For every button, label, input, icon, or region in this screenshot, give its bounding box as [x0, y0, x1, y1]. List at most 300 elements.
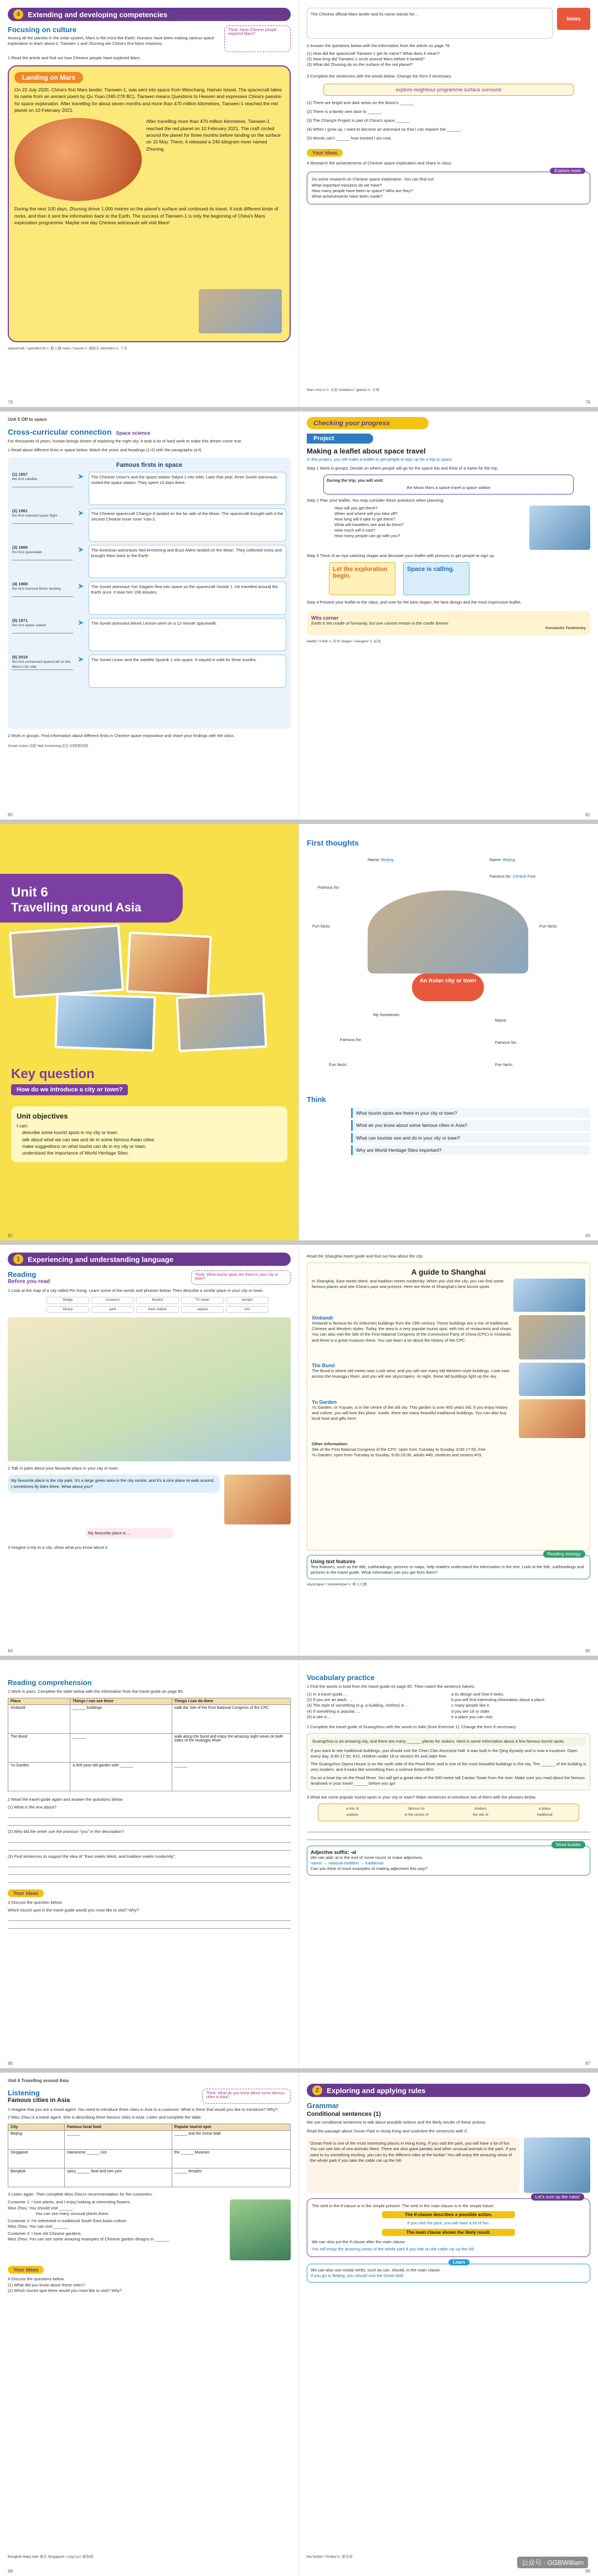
step-3: Step 3 Think of an eye-catching slogan and decorate your leaflet with pictures to get people to sign up. — [307, 553, 496, 558]
strategy-tag: Reading strategy — [543, 1550, 585, 1558]
speech-bubble-1: My favourite place is the city park. It's a large green area in the city centre, and it's a nice place to walk around. I sometimes fly kites there. What about you? — [8, 1475, 220, 1493]
first-item — [12, 618, 286, 651]
trip-label: During the trip, you will visit: — [327, 478, 384, 483]
th-city: City — [8, 2124, 65, 2131]
task-1: 1 Look at the map of a city called Pin Kong. Learn some of the words and phrases below. Then describe a similar place in your city or town. — [8, 1288, 264, 1293]
page-85 — [299, 1245, 598, 1656]
vocab-word: tram station — [136, 1306, 179, 1313]
page-number: 86 — [8, 2061, 13, 2066]
strategy-text: Text features, such as the title, subheadings, pictures or maps, help readers understand the information in the text. Look at the title, subheadings and pictures in the travel guide. What information can you get from them? — [311, 1564, 584, 1575]
sentence-4: (4) When I grow up, I want to become an astronaut so that I can explore the ______. — [307, 127, 462, 132]
customer-1: Customer 1: I love plants, and I enjoy looking at interesting flowers. — [8, 2199, 131, 2205]
word-bank: explore neighbour programme surface surround — [323, 84, 574, 96]
answer-lines[interactable] — [8, 1859, 291, 1883]
answer-lines[interactable] — [8, 1810, 291, 1826]
mars-image — [14, 118, 142, 201]
guide-intro: In Shanghai, East meets West, and tradition meets modernity. When you visit the city, you can find some famous places and see China's past and present. Here are three of Shanghai's best tourist spots. — [312, 1279, 504, 1290]
task-3: 3 Listen again. Then complete Miss Zhou's recommendation for the customers. — [8, 2192, 153, 2197]
page-number: 87 — [585, 2061, 590, 2066]
task-2: 2 Work in groups. Find information about different firsts in Chinese space exploration and share your findings with the class. — [8, 733, 235, 739]
astronaut-image — [529, 506, 590, 550]
step-1: Step 1 Work in groups. Decide on where people will go for the space trip and think of a name for the trip. — [307, 466, 498, 471]
task-1: Read the passage about Ocean Park in Hong Kong and underline the sentences with if. — [307, 2129, 468, 2134]
page-83 — [299, 824, 598, 1240]
vocab-heading: Vocabulary practice — [307, 1673, 375, 1682]
question-2: (2) How long did Tianwen-1 circle around Mars before it landed? — [307, 56, 425, 62]
value: Central Park — [513, 874, 536, 879]
wb-question: Can you think of more examples of making adjectives this way? — [311, 1866, 427, 1871]
objectives — [11, 1106, 287, 1162]
cell[interactable]: a 400-year-old garden with ______ — [70, 1763, 172, 1791]
slogan-2: Space is calling. — [403, 562, 470, 595]
listening-sub: Famous cities in Asia — [8, 2097, 70, 2104]
key-question-text: How do we introduce a city or town? — [11, 1084, 128, 1095]
th-place: Place — [8, 1698, 70, 1705]
page-78 — [0, 0, 299, 407]
objectives-label: Unit objectives — [17, 1112, 68, 1120]
xintiandi-heading: Xintiandi — [312, 1315, 333, 1321]
unit-tag: Unit 6 Travelling around Asia — [8, 2078, 69, 2083]
unit-tag: Unit 5 Off to space — [8, 417, 47, 422]
famous-for-4: Famous for: — [495, 1040, 518, 1045]
match-a: a its design and how it looks. — [451, 1692, 504, 1697]
vocab-notes: the funfair /ˈfʌnfeə/ n. 游乐场 — [307, 2554, 353, 2559]
year: (1) 1957 — [12, 472, 28, 477]
arrow-icon: ➤ — [78, 655, 84, 664]
phrase: explore — [346, 1813, 359, 1817]
task-3: 3 Discuss the question below. — [8, 1899, 63, 1905]
ocean-park-passage: Ocean Park is one of the most interesting places in Hong Kong. If you visit the park, you will have a lot of fun. You can see lots of sea animals there. There are also giant pandas and other unusual animals in the park. If you want to try something exciting, you can try the different rides at the funfair! You will enjoy the amazing views of the whole park if you take the cable car up the hill. — [307, 2137, 519, 2193]
arrow-icon: ➤ — [78, 472, 84, 481]
key-question-box — [11, 1067, 287, 1095]
customer-3: Customer 3: I love old Chinese gardens. — [8, 2231, 82, 2236]
page-86 — [0, 1660, 299, 2068]
bund-image — [519, 1363, 585, 1396]
mindmap — [307, 852, 590, 1084]
table-row — [8, 2131, 291, 2150]
guangzhou-guide — [307, 1733, 590, 1790]
year-box — [12, 618, 73, 633]
rule-1: The verb in the if-clause is in the simple present. The verb in the main clause is in the simple future. — [312, 2203, 495, 2209]
yu-garden-heading: Yu Garden — [312, 1399, 337, 1405]
photo-4 — [176, 992, 267, 1052]
year: (5) 1971 — [12, 618, 28, 624]
match-2: (2) If you are an adult, ... — [307, 1697, 352, 1703]
th-see: Things I can see there — [70, 1698, 172, 1705]
center-bubble: An Asian city or town — [412, 973, 484, 1001]
question-4: Which tourist spot in the travel guide would you most like to visit? Why? — [8, 1907, 140, 1913]
ccc-subject: Space science — [116, 430, 151, 436]
section-number: 1 — [13, 1254, 23, 1264]
speech-bubble-2: My favourite place is ... — [85, 1528, 174, 1538]
rule-2: We can also put the if-clause after the main clause. — [312, 2239, 406, 2244]
cell: The Bund — [8, 1734, 70, 1763]
objective-item: make suggestions on what tourist can do in my city or town. — [22, 1143, 147, 1149]
task-2: 2 Answer the questions below with the information from the article on page 78. — [307, 43, 451, 48]
th-food: Famous local food — [65, 2124, 172, 2131]
cell: Yu Garden — [8, 1763, 70, 1791]
description: The Soviet astronaut Yuri Gagarin flew into space on the spacecraft Vostok 1. He travelled around the Earth once. It took him 108 minutes. — [89, 581, 286, 615]
gz-para-2: If you want to see traditional buildings, you should visit the Chen Clan Ancestral Hall. It was built in the Qing dynasty and is now a museum. Open every day, 8:30-17:30, ¥10, children under 18 or seniors 65 and older free. — [311, 1748, 578, 1759]
cell[interactable]: ______ temples — [172, 2168, 290, 2187]
description: The Chinese spacecraft Chang'e-4 landed on the far side of the Moon. The spacecraft brought with it the second Chinese lunar rover Yutu-2. — [89, 508, 286, 542]
arrow-icon: ➤ — [78, 508, 84, 518]
zhou-1: Miss Zhou: You should visit ______. — [8, 2205, 74, 2211]
label: the first manned Moon landing — [12, 587, 73, 597]
phrase-grid — [318, 1804, 579, 1821]
vocab-word: park — [91, 1306, 134, 1313]
gz-para-4: Go on a boat trip on the Pearl River. You will get a great view of the 600-metre tall Canton Tower from the river. Make sure you read about the famous landmark in your travel ______ before you go! — [311, 1775, 585, 1786]
match-1: (1) In a travel guide, ... — [307, 1692, 349, 1697]
fun-facts-4: Fun facts: — [495, 1062, 513, 1067]
xintiandi-image — [519, 1315, 585, 1359]
fun-facts-1: Fun facts: — [312, 924, 331, 929]
first-item — [12, 655, 286, 688]
rule-1b: The main clause shows the likely result. — [382, 2229, 515, 2236]
page-88 — [0, 2073, 299, 2576]
value: Beijing — [381, 857, 394, 862]
vocab-word: temple — [226, 1297, 269, 1304]
separator — [0, 2068, 598, 2073]
word-grid — [47, 1297, 269, 1313]
sentence-1: (1) There are bright and dark areas on the Moon's ______. — [307, 100, 415, 105]
phrase: the site of — [472, 1813, 488, 1817]
bund-text: The Bund is where old meets new. Look west, and you will see many old Western-style buildings. Look east across the Huangpu River, and you will see skyscrapers. At night, these tall buildings light up the sky. — [312, 1368, 509, 1379]
trip-box — [323, 475, 574, 494]
page-number: 79 — [585, 400, 590, 405]
explore-more-box — [307, 168, 590, 204]
step-2: Step 2 Plan your leaflet. You may consider these questions when planning: — [307, 497, 445, 503]
first-item — [12, 472, 286, 505]
article-para-3: During the next 100 days, Zhurong drove 1,000 metres on the planet's surface and continued its travel. It took different kinds of rocks, and then it sent the information back to the Earth. The success of Tianwen-1 is only the beginning of China's Mars exploration programme. Maybe one day Chinese astronauts will visit Mars! — [14, 206, 279, 225]
unit-number: Unit 6 — [11, 885, 48, 900]
think-list — [351, 1108, 590, 1155]
section-number: 4 — [13, 9, 23, 19]
phrase: a place — [539, 1806, 551, 1811]
strategy-box — [307, 1552, 590, 1579]
rules-tag: Let's sum up the rules! — [531, 2193, 584, 2201]
first-thoughts-heading: First thoughts — [307, 838, 359, 847]
other-info-1: Site of the First National Congress of the CPC: open from Tuesday to Sunday, 9:00-17:00, free. — [312, 1447, 487, 1452]
guide-card — [307, 1263, 590, 1550]
photo-3 — [54, 993, 156, 1052]
task-4: 4 Research the achievements of Chinese space exploration and share in class. — [307, 161, 452, 166]
think-box: Think: What do you know about some famous cities in Asia? — [202, 2089, 291, 2104]
task-4: 4 Discuss the questions below. — [8, 2276, 65, 2282]
answer-lines[interactable] — [8, 1835, 291, 1851]
section-bar — [8, 1253, 291, 1266]
year-box — [12, 581, 73, 597]
quote-text: Earth is the cradle of humanity, but one cannot remain in the cradle forever. — [311, 620, 450, 626]
step-4: Step 4 Present your leaflet to the class, and vote for the best slogan, the best design and the most impressive leaflet. — [307, 599, 522, 605]
page-number: 83 — [585, 1233, 590, 1238]
project-heading: Project — [307, 434, 373, 444]
example-2: You will enjoy the amazing views of the whole park if you ride on the cable car up the hill. — [312, 2246, 475, 2252]
cell[interactable]: ______ buildings — [70, 1705, 172, 1734]
comprehension-heading: Reading comprehension — [8, 1678, 92, 1687]
task-1: 1 Imagine that you are a travel agent. You need to introduce three cities in Asia to a customer. What is there that would you like to introduce? Why? — [8, 2107, 278, 2112]
sentence-3: (3) The Chang'e Project is part of China's space ______. — [307, 117, 411, 123]
cell[interactable]: ______ — [172, 1763, 290, 1791]
phrase: in the centre of — [404, 1813, 429, 1817]
cell[interactable]: ______ — [65, 2131, 172, 2150]
shanghai-skyline-image — [513, 1279, 585, 1312]
first-item — [12, 581, 286, 615]
notes-tag: Notes — [557, 8, 590, 30]
other-info-2: Yu Garden: open from Tuesday to Sunday, 9:00-16:30, adults ¥40, students and seniors ¥15. — [312, 1452, 483, 1458]
plan-question: How long will it take to get there? — [334, 516, 396, 522]
customer-2: Customer 2: I'm interested in traditional South East Asian culture. — [8, 2218, 128, 2223]
plan-question: When and where will you take off? — [334, 511, 398, 516]
match-c: c many people like it. — [451, 1703, 491, 1708]
city-map — [8, 1317, 291, 1461]
watermark: 公众号 · GGBWilliam — [517, 2557, 588, 2568]
section-bar — [307, 2084, 590, 2097]
question-intro: The Chinese official Mars lander and its name stands for... — [307, 8, 553, 39]
rover-image — [199, 289, 282, 333]
year: (4) 1969 — [12, 581, 28, 587]
objective-item: understand the importance of World Heritage Sites. — [22, 1150, 130, 1156]
article-para-1: On 23 July 2020, China's first Mars lander, Tianwen-1, was sent into space from Wenchang, Hainan Island. The spacecraft takes its name from an ancient poem by Qu Yuan (340-278 BC). Tianwen means Questions to Heaven and expresses China's passion for space exploration. After travelling for about seven months and more than 470 million kilometres, Tianwen-1 reached the red planet on 10 February 2021. — [14, 87, 282, 114]
word-builder-box — [307, 1842, 590, 1876]
photo-2 — [126, 931, 212, 997]
cell[interactable]: spicy ______ food and tom yum — [65, 2168, 172, 2187]
vocab-word: zoo — [226, 1306, 269, 1313]
separator — [0, 407, 598, 411]
your-ideas-tag: Your ideas — [8, 1889, 44, 1897]
cell[interactable]: Hainanese ______ rice — [65, 2150, 172, 2168]
vocab-notes: leaflet /ˈliːflət/ n. 传单 slogan /ˈsləʊɡən/ n. 标语 — [307, 640, 381, 644]
page-number: 78 — [8, 400, 13, 405]
comprehension-table — [8, 1698, 291, 1791]
spread-4 — [0, 1245, 598, 1656]
firsts-panel — [8, 457, 291, 729]
vocab-word: museum — [91, 1297, 134, 1304]
page-79 — [299, 0, 598, 407]
task-1: 1 Find the words in bold from the travel guide on page 85. Then match the sentence halves. — [307, 1684, 476, 1689]
separator — [0, 1656, 598, 1660]
question-3: (3) What did Zhurong do on the surface of the red planet? — [307, 62, 413, 68]
match-4: (4) If something is popular, ... — [307, 1708, 360, 1714]
task-2: 2 Complete the travel guide of Guangzhou with the words in italic (from Exercise 1). Change the form if necessary. — [307, 1724, 517, 1729]
section-title: Experiencing and understanding language — [28, 1255, 174, 1264]
can-label: I can: — [17, 1123, 28, 1129]
focus-heading: Focusing on culture — [8, 25, 77, 34]
cell[interactable]: ______ and the Great Wall — [172, 2131, 290, 2150]
bund-heading: The Bund — [312, 1363, 335, 1369]
your-ideas-tag: Your ideas — [8, 2266, 44, 2274]
listening-heading: Listening — [8, 2089, 40, 2097]
answer-lines[interactable] — [8, 1913, 291, 1929]
table-row — [8, 2168, 291, 2187]
article-title: Landing on Mars — [14, 72, 83, 83]
guide-title: A guide to Shanghai — [411, 1268, 486, 1277]
wb-title: Adjective suffix: -al — [311, 1849, 357, 1855]
unit-name: Travelling around Asia — [11, 900, 142, 914]
separator — [0, 1240, 598, 1245]
landmarks-image — [368, 890, 528, 973]
question-2: (2) Why did the writer use the pronoun "you" in the description? — [8, 1829, 125, 1835]
slogan-1: Let the exploration begin. — [329, 562, 395, 595]
students-image — [224, 1475, 291, 1524]
think-box: Think: Have Chinese people explored Mars? — [224, 25, 291, 52]
match-3: (3) The style of something (e.g. a building, clothes) is ... — [307, 1703, 409, 1708]
vocab-notes: Bangkok /bæŋˈkɒk/ 曼谷 Singapore /ˌsɪŋəˈpɔː/ 新加坡 — [8, 2554, 94, 2559]
project-subtitle: Making a leaflet about space travel — [307, 447, 426, 455]
other-info-label: Other information: — [312, 1441, 348, 1447]
city-table — [8, 2124, 291, 2187]
arrow-icon: ➤ — [78, 581, 84, 591]
vocab-word: theatre — [136, 1297, 179, 1304]
article-card — [8, 65, 291, 342]
label: the first space station — [12, 624, 73, 633]
task-1: 1 Read the article and find out how Chinese people have explored Mars. — [8, 55, 141, 60]
think-question: What tourist spots are there in your city or town? — [351, 1108, 590, 1118]
explore-more-tag: Explore more — [550, 168, 585, 174]
learn-box — [307, 2259, 590, 2283]
zhou-1b: You can see many unusual plants there. — [35, 2211, 110, 2216]
cell[interactable]: the ______ Museum — [172, 2150, 290, 2168]
separator — [0, 820, 598, 824]
year: (2) 1961 — [12, 508, 28, 514]
cell: Bangkok — [8, 2168, 65, 2187]
trip-options: the Moon Mars a space travel a space station — [406, 485, 491, 491]
quote-title: Wits corner — [311, 615, 339, 621]
rules-box — [307, 2194, 590, 2257]
learn-tag: Learn — [448, 2259, 470, 2265]
cell: walk along the bund and enjoy the amazing night views on both sides of the Huangpu River — [172, 1734, 290, 1763]
guide-label: Read the Shanghai travel guide and find out how about the city. — [307, 1254, 424, 1259]
phrase: modern — [474, 1806, 487, 1811]
think-question: What can tourists see and do in your city or town? — [351, 1133, 590, 1143]
task-3: 3 What are some popular tourist spots in your city or town? Make sentences to introduce two of them with the phrases below. — [307, 1794, 537, 1800]
your-ideas-tag: Your ideas — [307, 149, 343, 157]
page-number: 81 — [585, 812, 590, 817]
vocab-word: square — [181, 1306, 224, 1313]
section-bar — [8, 8, 291, 21]
plan-question: How will you get there? — [334, 505, 378, 511]
page-number: 84 — [8, 1648, 13, 1653]
match-b: b you will find interesting information about a place. — [451, 1697, 546, 1703]
task-2: 2 Read the travel guide again and answer the questions below. — [8, 1797, 123, 1802]
yu-garden-image — [519, 1399, 585, 1438]
zhou-2: Miss Zhou: You can visit ______. — [8, 2223, 69, 2229]
quote-box — [307, 611, 590, 636]
name-field-2 — [489, 857, 515, 863]
question-1: (1) What is the text about? — [8, 1805, 56, 1810]
arrow-icon: ➤ — [78, 545, 84, 554]
learn-example: If you go to Beijing, you should visit the Great Wall. — [311, 2273, 404, 2278]
first-item — [12, 508, 286, 542]
phrase: a mix of — [346, 1806, 359, 1811]
vocab-notes: Mars /mɑːz/ n. 火星 Goddess /ˈɡɒdəs/ n. 女神 — [307, 388, 380, 392]
page-82 — [0, 824, 299, 1240]
label: Famous for: — [489, 874, 512, 879]
reading-heading: Reading — [8, 1270, 37, 1279]
section-number: 2 — [312, 2085, 322, 2095]
cell[interactable]: ______ — [70, 1734, 172, 1763]
page-number: 82 — [8, 1233, 13, 1238]
cell: walk the Site of the First National Congress of the CPC — [172, 1705, 290, 1734]
question-3: (3) Find sentences to support the idea of "East meets West, and tradition meets modernity". — [8, 1853, 176, 1859]
think-question: What do you know about some famous cities in Asia? — [351, 1120, 590, 1130]
firsts-title: Famous firsts in space — [116, 462, 183, 469]
sentence-5: (5) Words can't ______ how excited I am now. — [307, 136, 392, 141]
value: Beijing — [503, 857, 515, 862]
article-para-2: After travelling more than 470 million kilometres, Tianwen-1 reached the red planet on 10 February 2021. The craft circled around the planet for three months before landing on the surface on 15 May. There, it released a 240-kilogram rover named Zhurong. — [146, 119, 281, 152]
page-87 — [299, 1660, 598, 2068]
label: Name: — [368, 857, 380, 862]
fun-facts-3: Fun facts: — [329, 1062, 347, 1067]
phrase: traditional — [537, 1813, 553, 1817]
photo-1 — [9, 924, 124, 998]
ccc-intro: For thousands of years, human beings dream of exploring the night sky. It took a lot of hard work to make this dream come true. — [8, 439, 243, 444]
objectives-list — [17, 1129, 282, 1156]
label: Name: — [489, 857, 502, 862]
vocab-notes: skyscraper /ˈskaɪskreɪpə/ n. 摩天大楼 — [307, 1583, 367, 1587]
description: The Soviet Union sent the satellite Sputnik 1 into space. It stayed in orbit for three months. — [89, 655, 286, 688]
cell: Singapore — [8, 2150, 65, 2168]
sentence-2: (2) There is a family next door to ______. — [307, 109, 383, 114]
section-title: Extending and developing competencies — [28, 10, 168, 19]
cell: Beijing — [8, 2131, 65, 2150]
plan-questions — [307, 506, 525, 550]
year: (3) 1969 — [12, 545, 28, 550]
description: The American astronauts Neil Armstrong and Buzz Aldrin landed on the Moon. They collected rocks and brought them back to the Earth. — [89, 545, 286, 578]
match-e: e a place you can visit. — [451, 1714, 493, 1719]
grammar-heading: Grammar — [307, 2101, 339, 2110]
label: the first spacewalk — [12, 550, 73, 560]
table-row — [8, 2150, 291, 2168]
think-heading: Think — [307, 1095, 326, 1104]
think-question: Why are World Heritage Sites important? — [351, 1145, 590, 1155]
vocab-word: TV tower — [181, 1297, 224, 1304]
year-box — [12, 655, 73, 670]
answer-lines[interactable] — [307, 1825, 590, 1840]
page-89 — [299, 2073, 598, 2576]
page-number: 85 — [585, 1648, 590, 1653]
word-builder-tag: Word builder — [551, 1841, 585, 1848]
strategy-title: Using text features — [311, 1559, 356, 1565]
year-box — [12, 545, 73, 560]
zhou-3: Miss Zhou: You can see some amazing examples of Chinese garden designs in ______. — [8, 2237, 171, 2242]
progress-banner: Checking your progress — [307, 417, 429, 429]
collage — [11, 928, 287, 1055]
arrow-icon: ➤ — [78, 618, 84, 627]
vocab-notes: spacecraft /ˈspeɪskrɑːft/ n. 航天器 rover /ˈrəʊvə/ n. 漫游车 kilometre n. 千米 — [8, 347, 127, 351]
discuss-q2: (2) Which tourist spot there would you most like to visit? Why? — [8, 2288, 122, 2293]
year-box — [12, 508, 73, 524]
task-2: 2 Talk in pairs about your favourite place in your city or town. — [8, 1466, 119, 1471]
wb-text: We can add -al to the end of some nouns to make adjectives. — [311, 1854, 424, 1860]
focus-intro: Among all the planets in the solar system, Mars is the most like Earth. Humans have been making various space exploration to learn about it. Tianwen-1 and Zhurong are China's first Mars missions. — [8, 35, 215, 47]
match-d: d you are 18 or older. — [451, 1708, 491, 1714]
label: the first manned space flight — [12, 514, 73, 524]
task-1: 1 Work in pairs. Complete the table below with the information from the travel guide on page 85. — [8, 1689, 184, 1694]
think-box: Think: What tourist spots are there in your city or town? — [191, 1270, 291, 1285]
first-item — [12, 545, 286, 578]
explore-item-1: What important missions do we have? — [312, 182, 382, 188]
page-80 — [0, 411, 299, 820]
plan-question: What will travellers see and do there? — [334, 522, 404, 527]
explore-item-2: How many people have been to space? Who are they? — [312, 188, 413, 193]
yu-garden-text: Yu Garden, or Yuyuan, is in the centre of the old city. This garden is over 400 years old. If you enjoy history and culture, you will love this place. Inside, there are many beautiful traditional buildings. You can also buy local food and gifts here. — [312, 1405, 508, 1421]
objective-item: describe some tourist spots in my city or town. — [22, 1130, 118, 1136]
page-81 — [299, 411, 598, 820]
grammar-sub: Conditional sentences (1) — [307, 2111, 381, 2118]
firsts-list — [12, 472, 286, 688]
page-number: 80 — [8, 812, 13, 817]
